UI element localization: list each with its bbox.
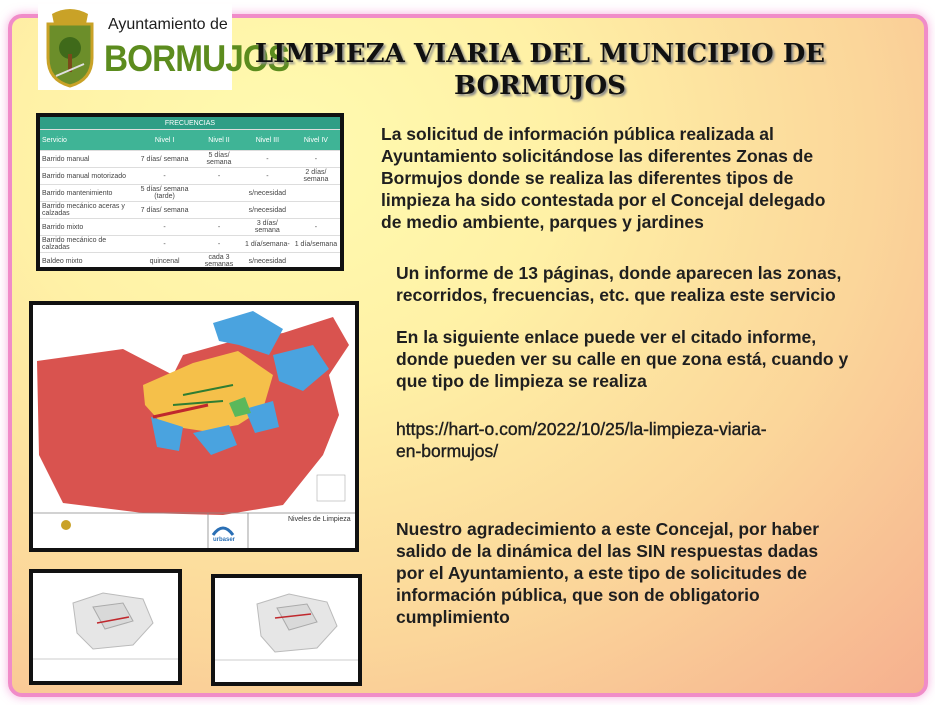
frequency-table-title: FRECUENCIAS: [40, 117, 340, 130]
table-cell: -: [243, 151, 292, 168]
page-title: [240, 38, 840, 102]
text-line: cumplimiento: [396, 607, 510, 627]
text-line: salido de la dinámica del las SIN respuestas dadas: [396, 541, 819, 561]
text-line: Bormujos donde se realiza las diferentes tipos de: [381, 168, 794, 188]
table-header: Nivel III: [243, 130, 292, 151]
table-header: Nivel II: [195, 130, 243, 151]
coat-of-arms-icon: [42, 6, 98, 88]
table-cell: 7 días/ semana: [134, 151, 195, 168]
table-cell: 5 días/ semana (tarde): [134, 185, 195, 202]
table-cell: -: [134, 236, 195, 253]
map-thumbnail-graphic: [215, 578, 358, 682]
mini-crest-icon: [61, 520, 71, 530]
link-line[interactable]: en-bormujos/: [396, 441, 499, 461]
table-cell: Barrido mantenimiento: [40, 185, 134, 202]
table-cell: [195, 185, 243, 202]
text-line: de medio ambiente, parques y jardines: [381, 212, 704, 232]
table-row: [40, 219, 340, 236]
table-header: Nivel IV: [292, 130, 340, 151]
table-cell: -: [134, 219, 195, 236]
paragraph-request: [381, 123, 871, 233]
table-row: [40, 185, 340, 202]
municipality-logo: [38, 4, 290, 90]
table-cell: [292, 253, 340, 270]
table-row: [40, 236, 340, 253]
map-thumbnail-1: [29, 569, 182, 685]
table-cell: -: [195, 168, 243, 185]
text-line: Ayuntamiento solicitándose las diferentes Zonas de: [381, 146, 814, 166]
text-line: información pública, que son de obligatorio: [396, 585, 760, 605]
title-line-2: BORMUJOS: [454, 71, 626, 101]
table-cell: Baldeo mixto: [40, 253, 134, 270]
table-cell: s/necesidad: [243, 185, 292, 202]
table-cell: 1 día/semana-: [243, 236, 292, 253]
table-cell: [292, 185, 340, 202]
cleaning-levels-map: [29, 301, 359, 552]
text-line: recorridos, frecuencias, etc. que realiza este servicio: [396, 285, 836, 305]
table-cell: 3 días/ semana: [243, 219, 292, 236]
text-line: que tipo de limpieza se realiza: [396, 371, 647, 391]
table-cell: Barrido manual: [40, 151, 134, 168]
table-cell: s/necesidad: [243, 202, 292, 219]
paragraph-link-intro: [396, 326, 896, 392]
map-title: Niveles de Limpieza: [288, 516, 351, 523]
table-cell: 1 día/semana: [292, 236, 340, 253]
text-line: La solicitud de información pública realizada al: [381, 124, 774, 144]
text-line: donde pueden ver su calle en que zona está, cuando y: [396, 349, 849, 369]
table-cell: 7 días/ semana: [134, 202, 195, 219]
logo-name: BORMUJOS: [104, 38, 290, 79]
table-header: Servicio: [40, 130, 134, 151]
paragraph-thanks: [396, 518, 876, 628]
title-line-1: LIMPIEZA VIARIA DEL MUNICIPIO DE: [254, 39, 826, 69]
frequency-table-image: [36, 113, 344, 271]
report-link[interactable]: [396, 418, 896, 462]
table-cell: -: [292, 219, 340, 236]
map-thumbnail-graphic: [33, 573, 178, 681]
table-cell: Barrido mecánico de calzadas: [40, 236, 134, 253]
table-row: [40, 202, 340, 219]
text-line: por el Ayuntamiento, a este tipo de solicitudes de: [396, 563, 808, 583]
link-line[interactable]: https://hart-o.com/2022/10/25/la-limpieza-viaria-: [396, 419, 767, 439]
table-cell: -: [195, 236, 243, 253]
table-header: Nivel I: [134, 130, 195, 151]
table-cell: -: [292, 151, 340, 168]
frequency-table: [40, 117, 340, 270]
table-cell: -: [243, 168, 292, 185]
table-row: [40, 253, 340, 270]
table-cell: [195, 202, 243, 219]
table-cell: s/necesidad: [243, 253, 292, 270]
map-thumbnail-2: [211, 574, 362, 686]
text-line: En la siguiente enlace puede ver el citado informe,: [396, 327, 817, 347]
paragraph-report: [396, 262, 896, 306]
table-row: [40, 168, 340, 185]
table-cell: Barrido mixto: [40, 219, 134, 236]
logo-top-text: Ayuntamiento de: [108, 16, 228, 33]
table-cell: -: [134, 168, 195, 185]
table-cell: Barrido manual motorizado: [40, 168, 134, 185]
map-graphic: [33, 305, 355, 548]
text-line: Un informe de 13 páginas, donde aparecen las zonas,: [396, 263, 842, 283]
table-cell: quincenal: [134, 253, 195, 270]
text-line: Nuestro agradecimiento a este Concejal, por haber: [396, 519, 820, 539]
table-cell: [292, 202, 340, 219]
table-cell: 5 días/ semana: [195, 151, 243, 168]
map-company: urbaser: [213, 537, 236, 543]
table-cell: Barrido mecánico aceras y calzadas: [40, 202, 134, 219]
table-cell: 2 días/ semana: [292, 168, 340, 185]
table-row: [40, 151, 340, 168]
table-cell: cada 3 semanas: [195, 253, 243, 270]
text-line: limpieza ha sido contestada por el Concejal delegado: [381, 190, 826, 210]
table-cell: -: [195, 219, 243, 236]
